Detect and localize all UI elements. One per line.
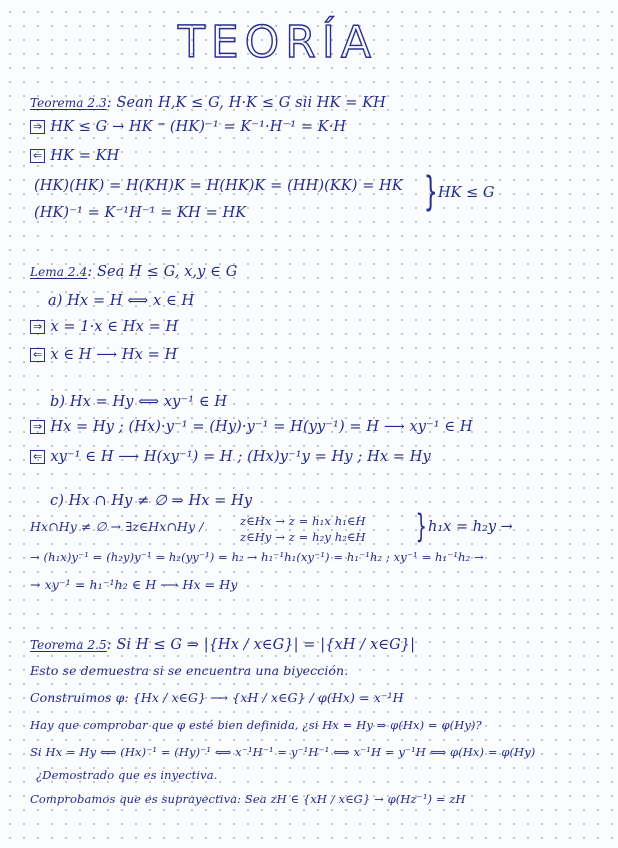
lema-2-4-c-statement: c) Hx ∩ Hy ≠ ∅ ⇒ Hx = Hy	[50, 493, 253, 509]
teorema-2-3-statement	[30, 94, 386, 112]
lema-2-4-b-statement: b) Hx = Hy ⟺ xy⁻¹ ∈ H	[50, 394, 228, 410]
page-title: TEORÍA	[178, 17, 377, 68]
forward-arrow-icon: ⇒	[30, 420, 45, 434]
teorema-2-5-line3: Hay que comprobar que φ esté bien definida, ¿si Hx = Hy ⇒ φ(Hx) = φ(Hy)?	[30, 718, 482, 732]
lema-2-4-c-line3: → xy⁻¹ = h₁⁻¹h₂ ∈ H ⟶ Hx = Hy	[30, 577, 238, 592]
brace-icon: }	[415, 507, 427, 545]
teorema-2-5-line4: Si Hx = Hy ⟺ (Hx)⁻¹ = (Hy)⁻¹ ⟺ x⁻¹H⁻¹ = y⁻¹H⁻¹ ⟺ x⁻¹H = y⁻¹H ⟺ φ(Hx) = φ(Hy)	[30, 745, 536, 759]
lema-2-4-a-backward: ⇐ x ∈ H ⟶ Hx = H	[30, 346, 177, 364]
lema-2-4-a-forward: ⇒ x = 1·x ∈ Hx = H	[30, 318, 178, 336]
lema-2-4-c-case2: z∈Hy → z = h₂y h₂∈H	[240, 530, 366, 544]
backward-arrow-icon: ⇐	[30, 149, 45, 163]
teorema-2-5-statement: Teorema 2.5: Si H ≤ G ⇒ |{Hx / x∈G}| = |{xH / x∈G}|	[30, 637, 416, 653]
lema-2-4-a-statement: a) Hx = H ⟺ x ∈ H	[48, 293, 195, 309]
teorema-2-5-line1: Esto se demuestra si se encuentra una biyección.	[30, 663, 349, 678]
lema-2-4-c-side: h₁x = h₂y →	[428, 519, 513, 535]
teorema-2-5-line5: ¿Demostrado que es inyectiva.	[36, 768, 218, 782]
lema-2-4-c-line2: → (h₁x)y⁻¹ = (h₂y)y⁻¹ = h₂(yy⁻¹) = h₂ → h₁⁻¹h₁(xy⁻¹) = h₁⁻¹h₂ ; xy⁻¹ = h₁⁻¹h₂ →	[30, 550, 484, 564]
forward-arrow-icon: ⇒	[30, 320, 45, 334]
lema-2-4-b-backward: ⇐ xy⁻¹ ∈ H ⟶ H(xy⁻¹) = H ; (Hx)y⁻¹y = Hy ; Hx = Hy	[30, 448, 431, 466]
lema-2-4-c-line1: Hx∩Hy ≠ ∅ → ∃z∈Hx∩Hy /	[30, 519, 204, 534]
teorema-2-3-forward: ⇒ HK ≤ G → HK ⁼ (HK)⁻¹ = K⁻¹·H⁻¹ = K·H	[30, 118, 346, 136]
teorema-2-3-inverse-line: (HK)⁻¹ = K⁻¹H⁻¹ = KH = HK	[34, 205, 247, 221]
backward-arrow-icon: ⇐	[30, 348, 45, 362]
brace-icon: }	[423, 169, 438, 215]
teorema-2-3-text: : Sean H,K ≤ G, H·K ≤ G sii HK = KH	[106, 95, 386, 111]
teorema-2-5-line6: Comprobamos que es suprayectiva: Sea zH ∈ {xH / x∈G} → φ(Hz⁻¹) = zH	[30, 792, 466, 806]
teorema-2-5-line2: Construimos φ: {Hx / x∈G} ⟶ {xH / x∈G} / φ(Hx) = x⁻¹H	[30, 690, 404, 705]
lema-2-4-b-forward: ⇒ Hx = Hy ; (Hx)·y⁻¹ = (Hy)·y⁻¹ = H(yy⁻¹) = H ⟶ xy⁻¹ ∈ H	[30, 418, 473, 436]
backward-arrow-icon: ⇐	[30, 450, 45, 464]
teorema-2-3-closure-line: (HK)(HK) = H(KH)K = H(HK)K = (HH)(KK) = HK	[34, 178, 403, 194]
teorema-2-3-conclusion: HK ≤ G	[438, 185, 495, 201]
teorema-2-5-label: Teorema 2.5	[30, 638, 107, 652]
lema-2-4-statement: Lema 2.4: Sea H ≤ G, x,y ∈ G	[30, 264, 238, 280]
lema-2-4-c-case1: z∈Hx → z = h₁x h₁∈H	[240, 514, 366, 528]
forward-arrow-icon: ⇒	[30, 120, 45, 134]
lema-2-4-label: Lema 2.4	[30, 265, 88, 279]
teorema-2-3-label: Teorema 2.3	[30, 96, 107, 110]
teorema-2-3-backward: ⇐ HK = KH	[30, 147, 119, 165]
